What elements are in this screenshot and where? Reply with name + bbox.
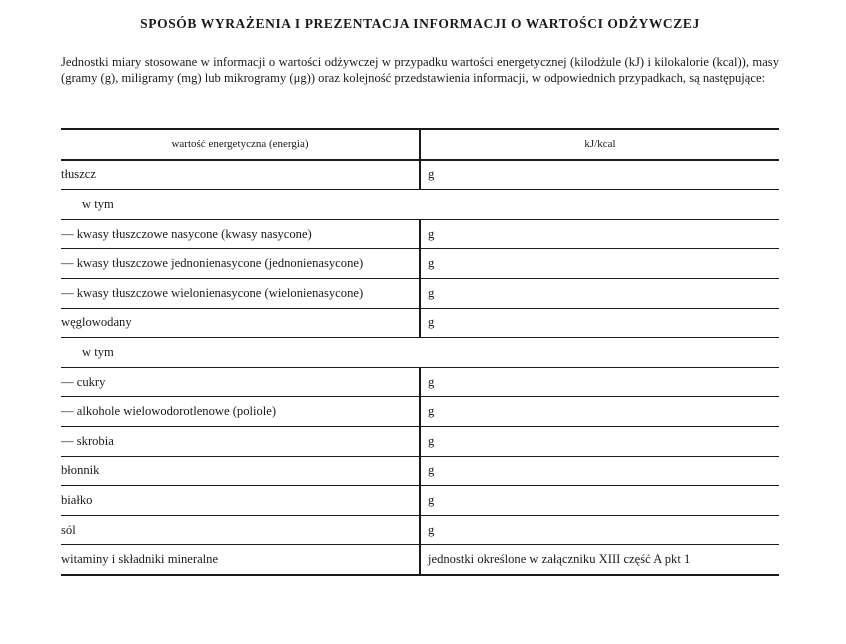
table-row: [61, 249, 779, 279]
header-unit: kJ/kcal: [420, 129, 779, 160]
nutrient-name: sól: [61, 515, 420, 545]
table-row: [61, 367, 779, 397]
nutrient-name: tłuszcz: [61, 160, 420, 190]
table-row: [61, 160, 779, 190]
nutrient-name: — kwasy tłuszczowe wielonienasycone (wielonienasycone): [61, 278, 420, 308]
nutrient-unit: g: [420, 278, 779, 308]
subheading-label: w tym: [61, 190, 779, 220]
nutrient-unit: g: [420, 308, 779, 338]
nutrition-table-body: [61, 129, 779, 575]
nutrient-unit: g: [420, 515, 779, 545]
nutrient-name: witaminy i składniki mineralne: [61, 545, 420, 575]
nutrient-name: — skrobia: [61, 426, 420, 456]
nutrient-name: węglowodany: [61, 308, 420, 338]
intro-paragraph: Jednostki miary stosowane w informacji o wartości odżywczej w przypadku wartości energetycznej (kilodżule (kJ) i kilokalorie (kcal)), masy (gramy (g), miligramy (mg) lub mikrogramy (μg)) oraz kolejność przedstawienia informacji, w odpowiednich przypadkach, są następujące:: [61, 55, 779, 85]
table-row: [61, 545, 779, 575]
table-row: [61, 278, 779, 308]
table-row: [61, 219, 779, 249]
nutrient-name: — kwasy tłuszczowe jednonienasycone (jednonienasycone): [61, 249, 420, 279]
nutrient-unit: g: [420, 456, 779, 486]
table-subheading-row: [61, 190, 779, 220]
nutrient-unit: g: [420, 249, 779, 279]
table-row: [61, 456, 779, 486]
nutrient-unit: jednostki określone w załączniku XIII część A pkt 1: [420, 545, 779, 575]
header-nutrient: wartość energetyczna (energia): [61, 129, 420, 160]
table-row: [61, 426, 779, 456]
subheading-label: w tym: [61, 338, 779, 368]
document-title: SPOSÓB WYRAŻENIA I PREZENTACJA INFORMACJI O WARTOŚCI ODŻYWCZEJ: [140, 16, 700, 31]
table-row: [61, 397, 779, 427]
nutrient-name: — kwasy tłuszczowe nasycone (kwasy nasycone): [61, 219, 420, 249]
nutrition-table: [61, 128, 779, 576]
nutrient-unit: g: [420, 160, 779, 190]
table-row: [61, 486, 779, 516]
table-subheading-row: [61, 338, 779, 368]
table-row: [61, 308, 779, 338]
nutrient-unit: g: [420, 219, 779, 249]
nutrient-unit: g: [420, 486, 779, 516]
nutrient-name: błonnik: [61, 456, 420, 486]
nutrient-name: — alkohole wielowodorotlenowe (poliole): [61, 397, 420, 427]
nutrient-name: — cukry: [61, 367, 420, 397]
table-header-row: [61, 129, 779, 160]
nutrient-unit: g: [420, 426, 779, 456]
nutrient-unit: g: [420, 397, 779, 427]
nutrient-unit: g: [420, 367, 779, 397]
table-row: [61, 515, 779, 545]
nutrient-name: białko: [61, 486, 420, 516]
